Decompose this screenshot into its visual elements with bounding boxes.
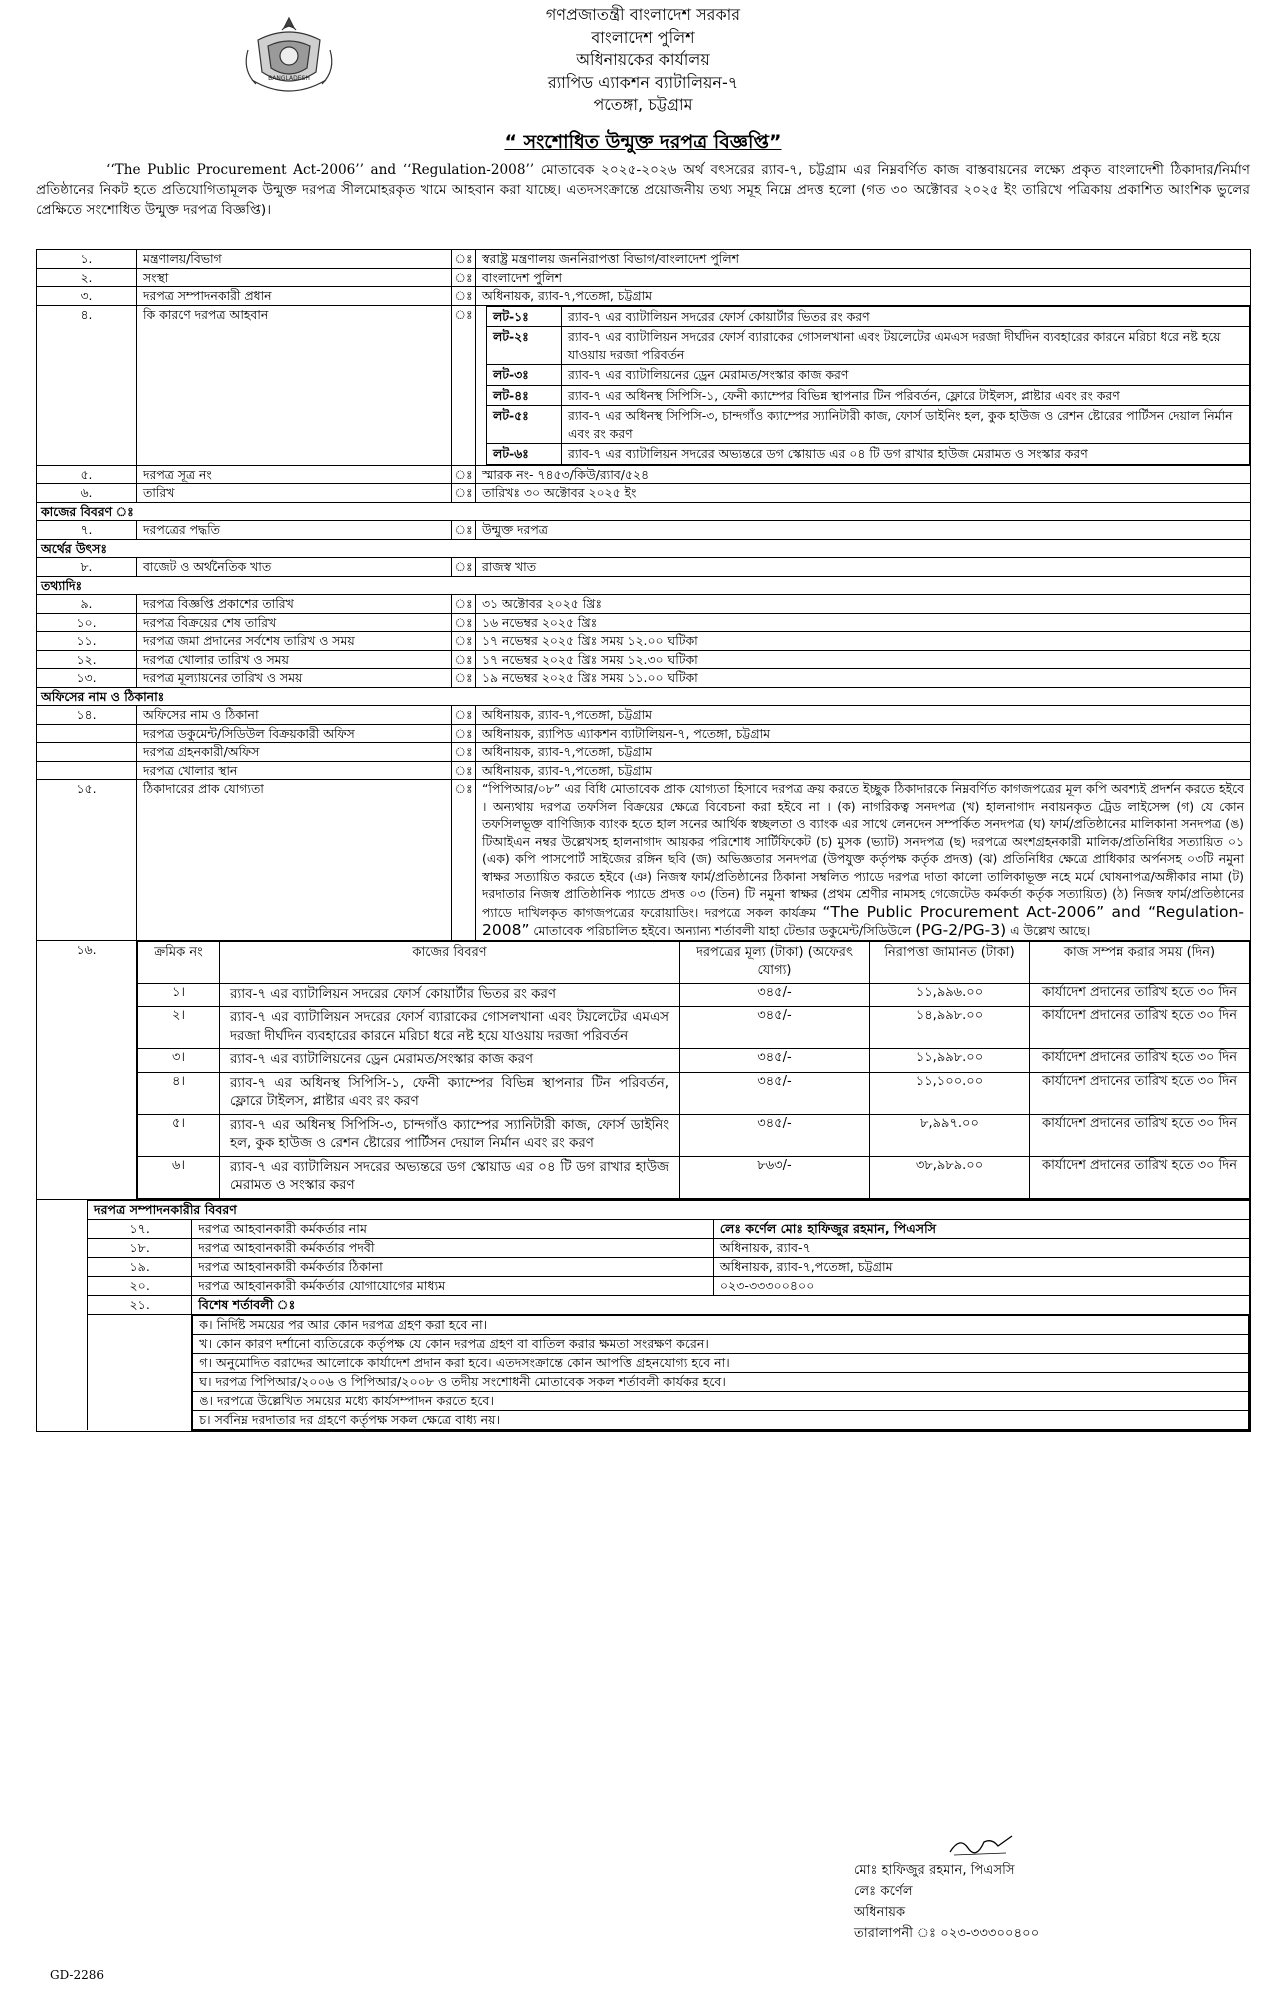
row-value: তারিখঃ ৩০ অক্টোবর ২০২৫ ইং [476,484,1251,503]
condition-text: ঙ। দরপত্রে উল্লেখিত সময়ের মধ্যে কার্যসম্পাদন করতে হবে। [193,1391,1249,1410]
work-serial: ৪। [138,1072,220,1114]
work-price: ৩৪৫/- [680,1049,870,1073]
lot-description: র‌্যাব-৭ এর অধিনস্থ সিপিসি-৩, চান্দগাঁও ক্যাম্পের স্যানিটারী কাজ, ফোর্স ডাইনিং হল, কুক হাউজ ও রেশন ষ্টোরের পার্টিসন দেয়াল নির্মান এবং রং করণ [562,406,1250,444]
signatory-title: অধিনায়ক [854,1905,906,1920]
row-colon: ঃ [452,484,476,503]
lot-description: র‌্যাব-৭ এর অধিনস্থ সিপিসি-১, ফেনী ক্যাম্পের বিভিন্ন স্থাপনার টিন পরিবর্তন, ফ্লোরে টাইলস, প্লাষ্টার এবং রং করণ [562,385,1250,406]
section-fund-source: অর্থের উৎসঃ [37,539,1251,558]
row-colon: ঃ [452,761,476,780]
lot-description: র‌্যাব-৭ এর ব্যাটালিয়ন সদরের ফোর্স কোয়ার্টার ভিতর রং করণ [562,306,1250,327]
condition-row [193,1410,1249,1429]
header-line-location: পতেঙ্গা, চট্টগ্রাম [593,95,693,114]
row-16-work-items: ১৬. ক্রমিক নং কাজের বিবরণ দরপত্রের মূল্য (টাকা) (অফেরৎ যোগ্য) নিরাপত্তা জামানত (টাকা) কাজ সম্পন্ন করার সময় (দিন) ১। র‌্যাব-৭ এর ব্যাটালিয়ন সদরের ফোর্স কোয়ার্টার ভিতর রং করণ ৩৪৫/- ১১,৯৯৬.০০ কার্যাদেশ প্রদানের তারিখ হতে ৩০ দিন ২। র‌্যাব-৭ এর ব্যাটালিয়ন সদরের ফোর্স ব্যারাকের গোসলখানা এবং টয়লেটের এমএস দরজা দীর্ঘদিন ব্যবহারের কারনে মরিচা ধরে নষ্ট হয়ে যাওয়ায় দরজা পরিবর্তন ৩৪৫/- ১৪,৯৯৮.০০ কার্যাদেশ প্রদানের তারিখ হতে ৩০ দিন ৩। র‌্যাব-৭ এর ব্যাটালিয়নের ড্রেন মেরামত/সংস্কার কাজ করণ ৩৪৫/- ১১,৯৯৮.০০ কার্যাদেশ প্রদানের তারিখ হতে ৩০ দিন ৪। র‌্যাব-৭ এর অধিনস্থ সিপিসি-১, ফেনী ক্যাম্পের বিভিন্ন স্থাপনার টিন পরিবর্তন, ফ্লোরে টাইলস, প্লাষ্টার এবং রং করণ ৩৪৫/- ১১,১০০.০০ কার্যাদেশ প্রদানের তারিখ হতে ৩০ দিন ৫। র‌্যাব-৭ এর অধিনস্থ সিপিসি-৩, চান্দগাঁও ক্যাম্পের স্যানিটারী কাজ, ফোর্স ডাইনিং হল, কুক হাউজ ও রেশন ষ্টোরের পার্টিসন দেয়াল নির্মান এবং রং করণ ৩৪৫/- ৮,৯৯৭.০০ কার্যাদেশ প্রদানের তারিখ হতে ৩০ দিন ৬। র‌্যাব-৭ এর ব্যাটালিয়ন সদরের অভ্যন্তরে ডগ স্কোয়াড এর ০৪ টি ডগ রাখার হাউজ মেরামত ও সংস্কার করণ ৮৬৩/- ৩৮,৯৮৯.০০ কার্যাদেশ প্রদানের তারিখ হতে ৩০ দিন [37,940,1251,1199]
signature-scrawl [946,1832,1016,1858]
lot-row [487,327,1250,365]
row-colon: ঃ [452,632,476,651]
header-completion-time: কাজ সম্পন্ন করার সময় (দিন) [1030,941,1250,983]
office-header [36,4,1250,117]
row-label: দরপত্র আহবানকারী কর্মকর্তার নাম [192,1219,714,1238]
work-serial: ৫। [138,1114,220,1156]
lot-description: র‌্যাব-৭ এর ব্যাটালিয়ন সদরের ফোর্স ব্যারাকের গোসলখানা এবং টয়লেটের এমএস দরজা দীর্ঘদিন ব্যবহারের কারনে মরিচা ধরে নষ্ট হয়ে যাওয়ায় দরজা পরিবর্তন [562,327,1250,365]
row-number: ৩. [37,287,137,306]
work-security: ৩৮,৯৮৯.০০ [870,1156,1030,1198]
work-item-row [138,1049,1250,1073]
work-table-header [138,941,1250,983]
signatory-name: মোঃ হাফিজুর রহমান, পিএসসি [854,1863,1015,1878]
row-label: অফিসের নাম ও ঠিকানা [137,706,452,725]
row-value: ১৭ নভেম্বর ২০২৫ খ্রিঃ সময় ১২.০০ ঘটিকা [476,632,1251,651]
row-number: ৪. [37,305,137,465]
row-label: দরপত্র বিক্রয়ের শেষ তারিখ [137,613,452,632]
row-colon: ঃ [452,613,476,632]
special-conditions-list [192,1315,1249,1430]
date-row-0 [37,595,1251,614]
condition-row [193,1372,1249,1391]
tender-info-table [36,249,1251,1432]
official-section-heading: দরপত্র সম্পাদনকারীর বিবরণ [88,1200,1250,1219]
lot-row [487,365,1250,386]
row-number: ১. [37,250,137,269]
row-number [37,743,137,762]
intro-law-reference: ‘‘The Public Procurement Act-2006’’ and ‘‘Regulation-2008’’ [106,162,535,178]
work-completion-time: কার্যাদেশ প্রদানের তারিখ হতে ৩০ দিন [1030,1007,1250,1049]
row-colon: ঃ [452,650,476,669]
work-security: ১১,৯৯৬.০০ [870,983,1030,1007]
row-number: ১৮. [88,1238,192,1257]
row-number: ৬. [37,484,137,503]
lot-number: লট-২ঃ [487,327,562,365]
work-description: র‌্যাব-৭ এর অধিনস্থ সিপিসি-১, ফেনী ক্যাম্পের বিভিন্ন স্থাপনার টিন পরিবর্তন, ফ্লোরে টাইলস, প্লাষ্টার এবং রং করণ [220,1072,680,1114]
lot-number: লট-৫ঃ [487,406,562,444]
work-serial: ৩। [138,1049,220,1073]
header-serial: ক্রমিক নং [138,941,220,983]
lots-table [486,306,1250,465]
info-row-1 [37,268,1251,287]
header-security: নিরাপত্তা জামানত (টাকা) [870,941,1030,983]
row-number: ১৯. [88,1257,192,1276]
row-number: ৯. [37,595,137,614]
row-label: দরপত্র সম্পাদনকারী প্রধান [137,287,452,306]
work-security: ১৪,৯৯৮.০০ [870,1007,1030,1049]
header-line-battalion: র‌্যাপিড এ্যাকশন ব্যাটালিয়ন-৭ [547,72,739,92]
row-label: দরপত্র আহবানকারী কর্মকর্তার পদবী [192,1238,714,1257]
lot-description: র‌্যাব-৭ এর ব্যাটালিয়ন সদরের অভ্যন্তরে ডগ স্কোয়াড এর ০৪ টি ডগ রাখার হাউজ মেরামত ও সংস্কার করণ [562,444,1250,465]
section-office: অফিসের নাম ও ঠিকানাঃ [37,687,1251,706]
lot-row [487,306,1250,327]
condition-row [193,1353,1249,1372]
work-description: র‌্যাব-৭ এর ব্যাটালিয়নের ড্রেন মেরামত/সংস্কার কাজ করণ [220,1049,680,1073]
row-label: দরপত্র খোলার তারিখ ও সময় [137,650,452,669]
header-line-police: বাংলাদেশ পুলিশ [591,27,695,47]
row-number [37,724,137,743]
condition-row [193,1391,1249,1410]
work-security: ৮,৯৯৭.০০ [870,1114,1030,1156]
section-information: তথ্যাদিঃ [37,576,1251,595]
row-number: ১৪. [37,706,137,725]
info-row-0 [37,250,1251,269]
date-row-2 [37,632,1251,651]
section-work-details: কাজের বিবরণ ঃ [37,502,1251,521]
date-row-4 [37,669,1251,688]
official-details-table [87,1200,1250,1431]
row-value: অধিনায়ক, র‌্যাপিড এ্যাকশন ব্যাটালিয়ন-৭, পতেঙ্গা, চট্টগ্রাম [476,724,1251,743]
office-row-1 [37,724,1251,743]
row-colon: ঃ [452,287,476,306]
ref-row-0 [37,465,1251,484]
row-value: অধিনায়ক, র‌্যাব-৭,পতেঙ্গা, চট্টগ্রাম [476,743,1251,762]
intro-paragraph [36,160,1250,220]
work-item-row [138,1072,1250,1114]
lot-row [487,406,1250,444]
work-item-row [138,1007,1250,1049]
work-completion-time: কার্যাদেশ প্রদানের তারিখ হতে ৩০ দিন [1030,983,1250,1007]
lot-number: লট-৬ঃ [487,444,562,465]
row-number: ১১. [37,632,137,651]
row-number: ১২. [37,650,137,669]
officer-row [88,1238,1250,1257]
signatory-phone: তারালাপনী ঃ ০২৩-৩৩৩০০৪০০ [854,1926,1040,1941]
row-number: ২০. [88,1276,192,1295]
signatory-rank: লেঃ কর্ণেল [854,1884,913,1899]
office-row-2 [37,743,1251,762]
row-value: অধিনায়ক, র‌্যাব-৭ [713,1238,1249,1257]
ref-row-1 [37,484,1251,503]
row-value: ৩১ অক্টোবর ২০২৫ খ্রিঃ [476,595,1251,614]
row-15-prequalification: ১৫. ঠিকাদারের প্রাক যোগ্যতা ঃ “পিপিআর/০৮” এর বিধি মোতাবেক প্রাক যোগ্যতা হিসাবে দরপত্র ক্রয় করতে ইচ্ছুক ঠিকাদারকে নিম্নবর্ণিত কাগজপত্রের মূল কপি অবশ্যই প্রদর্শন করতে হইবে । অন্যথায় দরপত্র তফসিল বিক্রয়ের ক্ষেত্রে বিবেচনা করা হইবে না । (ক) নাগরিকত্ব সনদপত্র (খ) হালনাগাদ নবায়নকৃত ট্রেড লাইসেন্স (গ) যে কোন তফসিলভূক্ত বাণিজ্যিক ব্যাংক হতে হাল সনের আর্থিক স্বচ্ছলতা ও ব্যাংক এর সাথে লেনদেন সম্পর্কিত সনদপত্র (ঘ) ফার্ম/প্রতিষ্ঠানের মালিকানা সনদপত্র (ঙ) টিআইএন নম্বর উল্লেখসহ হালনাগাদ আয়কর পরিশোধ সার্টিফিকেট (চ) মুসক (ভ্যাট) সনদপত্র (ছ) দরপত্রে অংশগ্রহনকারী মালিক/প্রতিনিধির সত্যায়িত ০১ (এক) কপি পাসপোর্ট সাইজের রঙ্গিন ছবি (জ) অভিজ্ঞতার সনদপত্র (উপযুক্ত কর্তৃপক্ষ কর্তৃক প্রদত্ত) (ঝ) প্রতিনিধির ক্ষেত্রে প্রাধিকার অর্পনসহ ০৩টি নমুনা স্বাক্ষর সত্যায়িত করতে হইবে (ঞ) নিজস্ব ফার্ম/প্রতিষ্ঠানের ঠিকানা সম্বলিত প্যাডে দরপত্র দাতা কালো তালিকাভূক্ত নহে মর্মে ঘোষনাপত্র/অঙ্গীকার নামা (ট) দরদাতার নিজস্ব প্রাতিষ্ঠানিক প্যাডে প্রদত্ত ০৩ (তিন) টি নমুনা স্বাক্ষর (প্রথম শ্রেণীর নামসহ গেজেটেড কর্মকর্তা কর্তৃক সত্যায়িত) (ঠ) নিজস্ব ফার্ম/প্রতিষ্ঠানের প্যাডে দাখিলকৃত কাগজপত্রের ফরোয়াডিং। দরপত্রে সকল কার্যক্রম “The Public Procurement Act-2006” and “Regulation-2008” মোতাবেক পরিচালিত হইবে। অন্যান্য শর্তাবলী যাহা টেন্ডার ডকুমেন্ট/সিডিউলে (PG-2/PG-3) এ উল্লেখ আছে। [37,780,1251,941]
officer-row [88,1276,1250,1295]
header-line-government: গণপ্রজাতন্ত্রী বাংলাদেশ সরকার [545,5,741,24]
header-price: দরপত্রের মূল্য (টাকা) (অফেরৎ যোগ্য) [680,941,870,983]
work-completion-time: কার্যাদেশ প্রদানের তারিখ হতে ৩০ দিন [1030,1049,1250,1073]
row-value: ১৬ নভেম্বর ২০২৫ খ্রিঃ [476,613,1251,632]
row-number: ১৩. [37,669,137,688]
row-colon: ঃ [452,724,476,743]
work-completion-time: কার্যাদেশ প্রদানের তারিখ হতে ৩০ দিন [1030,1072,1250,1114]
prequalification-text: “পিপিআর/০৮” এর বিধি মোতাবেক প্রাক যোগ্যতা হিসাবে দরপত্র ক্রয় করতে ইচ্ছুক ঠিকাদারকে নিম্নবর্ণিত কাগজপত্রের মূল কপি অবশ্যই প্রদর্শন করতে হইবে । অন্যথায় দরপত্র তফসিল বিক্রয়ের ক্ষেত্রে বিবেচনা করা হইবে না । (ক) নাগরিকত্ব সনদপত্র (খ) হালনাগাদ নবায়নকৃত ট্রেড লাইসেন্স (গ) যে কোন তফসিলভূক্ত বাণিজ্যিক ব্যাংক হতে হাল সনের আর্থিক স্বচ্ছলতা ও ব্যাংক এর সাথে লেনদেন সম্পর্কিত সনদপত্র (ঘ) ফার্ম/প্রতিষ্ঠানের মালিকানা সনদপত্র (ঙ) টিআইএন নম্বর উল্লেখসহ হালনাগাদ আয়কর পরিশোধ সার্টিফিকেট (চ) মুসক (ভ্যাট) সনদপত্র (ছ) দরপত্রে অংশগ্রহনকারী মালিক/প্রতিনিধির সত্যায়িত ০১ (এক) কপি পাসপোর্ট সাইজের রঙ্গিন ছবি (জ) অভিজ্ঞতার সনদপত্র (উপযুক্ত কর্তৃপক্ষ কর্তৃক প্রদত্ত) (ঝ) প্রতিনিধির ক্ষেত্রে প্রাধিকার অর্পনসহ ০৩টি নমুনা স্বাক্ষর সত্যায়িত করতে হইবে (ঞ) নিজস্ব ফার্ম/প্রতিষ্ঠানের ঠিকানা সম্বলিত প্যাডে দরপত্র দাতা কালো তালিকাভূক্ত নহে মর্মে ঘোষনাপত্র/অঙ্গীকার নামা (ট) দরদাতার নিজস্ব প্রাতিষ্ঠানিক প্যাডে প্রদত্ত ০৩ (তিন) টি নমুনা স্বাক্ষর (প্রথম শ্রেণীর নামসহ গেজেটেড কর্মকর্তা কর্তৃক সত্যায়িত) (ঠ) নিজস্ব ফার্ম/প্রতিষ্ঠানের প্যাডে দাখিলকৃত কাগজপত্রের ফরোয়াডিং। দরপত্রে সকল কার্যক্রম “The Public Procurement Act-2006” and “Regulation-2008” মোতাবেক পরিচালিত হইবে। অন্যান্য শর্তাবলী যাহা টেন্ডার ডকুমেন্ট/সিডিউলে (PG-2/PG-3) এ উল্লেখ আছে। [476,780,1251,941]
row-number: ২. [37,268,137,287]
signature-block [854,1860,1244,1944]
work-price: ৩৪৫/- [680,1114,870,1156]
svg-text:BANGLADESH: BANGLADESH [268,75,310,82]
row-colon: ঃ [452,595,476,614]
row-8-budget: ৮. বাজেট ও অর্থনৈতিক খাত ঃ রাজস্ব খাত [37,558,1251,577]
office-row-0 [37,706,1251,725]
lot-description: র‌্যাব-৭ এর ব্যাটালিয়নের ড্রেন মেরামত/সংস্কার কাজ করণ [562,365,1250,386]
row-label: মন্ত্রণালয়/বিভাগ [137,250,452,269]
row-label: দরপত্র আহবানকারী কর্মকর্তার ঠিকানা [192,1257,714,1276]
work-item-row [138,983,1250,1007]
work-security: ১১,১০০.০০ [870,1072,1030,1114]
row-label: তারিখ [137,484,452,503]
notice-title: “ সংশোধিত উন্মুক্ত দরপত্র বিজ্ঞপ্তি” [504,131,782,153]
work-description: র‌্যাব-৭ এর ব্যাটালিয়ন সদরের অভ্যন্তরে ডগ স্কোয়াড এর ০৪ টি ডগ রাখার হাউজ মেরামত ও সংস্কার করণ [220,1156,680,1198]
row-4-reason [37,305,1251,465]
row-value: স্মারক নং- ৭৪৫৩/কিউ/র‌্যাব/৫২৪ [476,465,1251,484]
row-label: দরপত্র বিজ্ঞপ্তি প্রকাশের তারিখ [137,595,452,614]
work-items-table [137,941,1250,1199]
work-price: ৩৪৫/- [680,1007,870,1049]
row-colon: ঃ [452,465,476,484]
work-description: র‌্যাব-৭ এর ব্যাটালিয়ন সদরের ফোর্স কোয়ার্টার ভিতর রং করণ [220,983,680,1007]
officer-row [88,1257,1250,1276]
condition-row [193,1334,1249,1353]
condition-text: খ। কোন কারণ দর্শানো ব্যতিরেকে কর্তৃপক্ষ যে কোন দরপত্র গ্রহণ বা বাতিল করার ক্ষমতা সংরক্ষণ করেন। [193,1334,1249,1353]
work-completion-time: কার্যাদেশ প্রদানের তারিখ হতে ৩০ দিন [1030,1114,1250,1156]
work-price: ৮৬৩/- [680,1156,870,1198]
info-row-2 [37,287,1251,306]
work-price: ৩৪৫/- [680,983,870,1007]
row-label: দরপত্র খোলার স্থান [137,761,452,780]
condition-text: গ। অনুমোদিত বরাদ্দের আলোকে কার্যাদেশ প্রদান করা হবে। এতদসংক্রান্তে কোন আপত্তি গ্রহনযোগ্য হবে না। [193,1353,1249,1372]
row-value: লেঃ কর্ণেল মোঃ হাফিজুর রহমান, পিএসসি [713,1219,1249,1238]
row-value: অধিনায়ক, র‌্যাব-৭,পতেঙ্গা, চট্টগ্রাম [476,706,1251,725]
work-completion-time: কার্যাদেশ প্রদানের তারিখ হতে ৩০ দিন [1030,1156,1250,1198]
row-value: স্বরাষ্ট্র মন্ত্রণালয় জননিরাপত্তা বিভাগ/বাংলাদেশ পুলিশ [476,250,1251,269]
office-row-3 [37,761,1251,780]
row-value: ০২৩-৩৩৩০০৪০০ [713,1276,1249,1295]
row-label: দরপত্র সূত্র নং [137,465,452,484]
row-value: অধিনায়ক, র‌্যাব-৭,পতেঙ্গা, চট্টগ্রাম [476,287,1251,306]
date-row-3 [37,650,1251,669]
condition-text: ঘ। দরপত্র পিপিআর/২০০৬ ও পিপিআর/২০০৮ ও তদীয় সংশোধনী মোতাবেক সকল শর্তাবলী কার্যকর হবে। [193,1372,1249,1391]
lot-number: লট-৪ঃ [487,385,562,406]
work-item-row [138,1156,1250,1198]
work-security: ১১,৯৯৮.০০ [870,1049,1030,1073]
header-line-office: অধিনায়কের কার্যালয় [576,50,710,69]
work-description: র‌্যাব-৭ এর অধিনস্থ সিপিসি-৩, চান্দগাঁও ক্যাম্পের স্যানিটারী কাজ, ফোর্স ডাইনিং হল, কুক হাউজ ও রেশন ষ্টোরের পার্টিসন দেয়াল নির্মান এবং রং করণ [220,1114,680,1156]
lot-number: লট-১ঃ [487,306,562,327]
row-value: অধিনায়ক, র‌্যাব-৭,পতেঙ্গা, চট্টগ্রাম [476,761,1251,780]
row-colon: ঃ [452,250,476,269]
work-price: ৩৪৫/- [680,1072,870,1114]
row-value: বাংলাদেশ পুলিশ [476,268,1251,287]
row-number: ১০. [37,613,137,632]
lot-number: লট-৩ঃ [487,365,562,386]
row-colon: ঃ [452,669,476,688]
row-7-method: ৭. দরপত্রের পদ্ধতি ঃ উন্মুক্ত দরপত্র [37,521,1251,540]
row-official-details [37,1199,1251,1431]
work-item-row [138,1114,1250,1156]
row-value: অধিনায়ক, র‌্যাব-৭,পতেঙ্গা, চট্টগ্রাম [713,1257,1249,1276]
work-description: র‌্যাব-৭ এর ব্যাটালিয়ন সদরের ফোর্স ব্যারাকের গোসলখানা এবং টয়লেটের এমএস দরজা দীর্ঘদিন ব্যবহারের কারনে মরিচা ধরে নষ্ট হয়ে যাওয়ায় দরজা পরিবর্তন [220,1007,680,1049]
header-description: কাজের বিবরণ [220,941,680,983]
work-serial: ১। [138,983,220,1007]
row-label: দরপত্র ডকুমেন্ট/সিডিউল বিক্রয়কারী অফিস [137,724,452,743]
row-label: দরপত্র আহবানকারী কর্মকর্তার যোগাযোগের মাধ্যম [192,1276,714,1295]
intro-body: মোতাবেক ২০২৫-২০২৬ অর্থ বৎসরের র‌্যাব-৭, চট্টগ্রাম এর নিম্নবর্ণিত কাজ বাস্তবায়নের লক্ষ্যে প্রকৃত বাংলাদেশী ঠিকাদার/নির্মাণ প্রতিষ্ঠানের নিকট হতে প্রতিযোগিতামূলক উন্মুক্ত দরপত্র সীলমোহরকৃত খামে আহবান করা যাচ্ছে। এতদসংক্রান্তে প্রয়োজনীয় তথ্য সমূহ নিম্নে প্রদত্ত হলো (গত ৩০ অক্টোবর ২০২৫ ইং তারিখে পত্রিকায় প্রকাশিত আংশিক ভুলের প্রেক্ষিতে সংশোধিত উন্মুক্ত দরপত্র বিজ্ঞপ্তি)। [36,162,1250,218]
row-21-special-conditions: ২১. বিশেষ শর্তাবলী ঃ [88,1295,1250,1314]
row-value: ১৯ নভেম্বর ২০২৫ খ্রিঃ সময় ১১.০০ ঘটিকা [476,669,1251,688]
row-value: ১৭ নভেম্বর ২০২৫ খ্রিঃ সময় ১২.৩০ ঘটিকা [476,650,1251,669]
condition-text: ক। নির্দিষ্ট সময়ের পর আর কোন দরপত্র গ্রহণ করা হবে না। [193,1315,1249,1334]
row-number: ১৭. [88,1219,192,1238]
row-colon: ঃ [452,706,476,725]
lot-row [487,444,1250,465]
condition-row [193,1315,1249,1334]
work-serial: ৬। [138,1156,220,1198]
row-number [37,761,137,780]
row-label: দরপত্র মূল্যায়নের তারিখ ও সময় [137,669,452,688]
row-colon: ঃ [452,743,476,762]
date-row-1 [37,613,1251,632]
work-serial: ২। [138,1007,220,1049]
officer-row [88,1219,1250,1238]
row-colon: ঃ [452,268,476,287]
row-label: সংস্থা [137,268,452,287]
condition-text: চ। সর্বনিম্ন দরদাতার দর গ্রহণে কর্তৃপক্ষ সকল ক্ষেত্রে বাধ্য নয়। [193,1410,1249,1429]
lot-row [487,385,1250,406]
row-label: দরপত্র জমা প্রদানের সর্বশেষ তারিখ ও সময় [137,632,452,651]
row-number: ৫. [37,465,137,484]
footer-code: GD-2286 [50,1968,105,1982]
row-colon: ঃ [452,305,476,465]
row-label: কি কারণে দরপত্র আহবান [137,305,452,465]
row-label: দরপত্র গ্রহনকারী/অফিস [137,743,452,762]
